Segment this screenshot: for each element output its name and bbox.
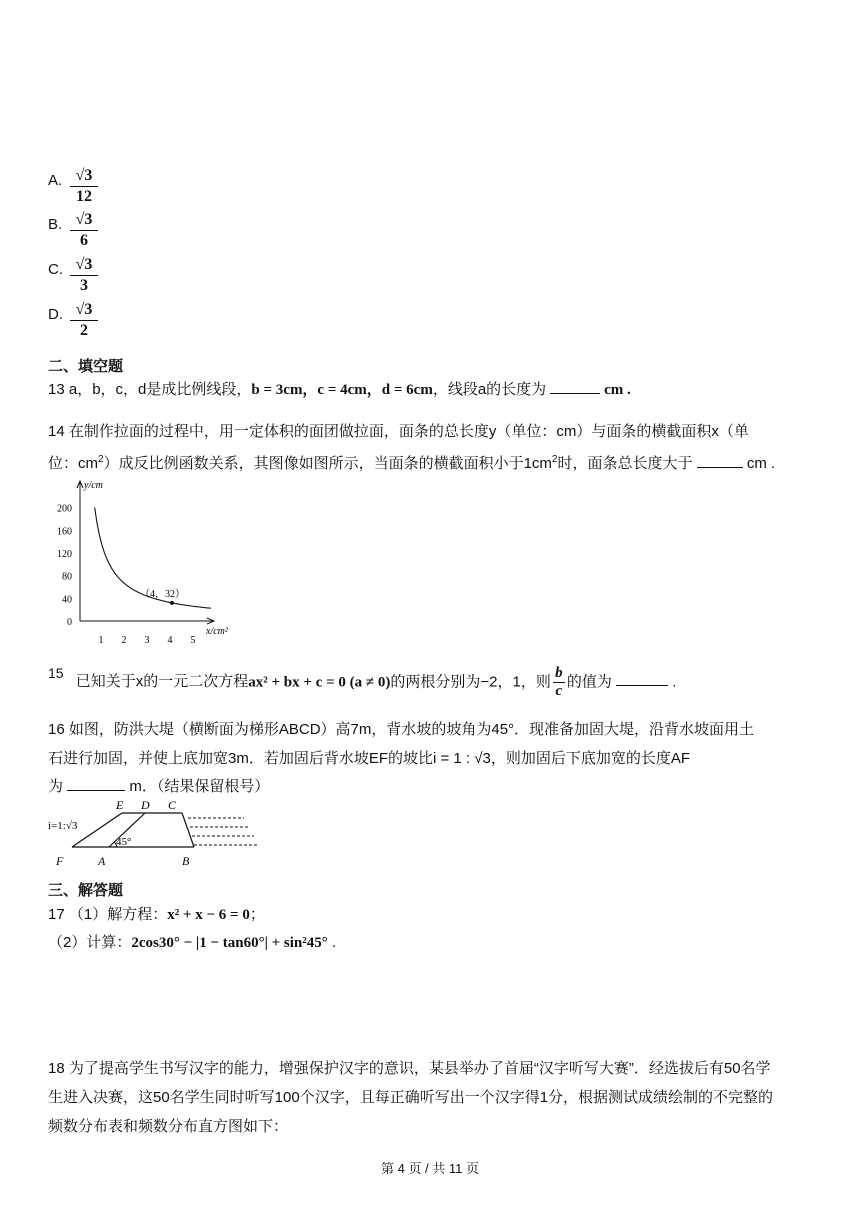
y-axis-label: y/cm [84,480,103,491]
option-b-den: 6 [80,232,88,249]
q15-pre: 已知关于x的一元二次方程 [75,673,249,691]
chart-layer [57,480,229,646]
y-tick-label: 160 [57,526,72,538]
question-18-line2: 生进入决赛，这50名学生同时听写100个汉字，且每正确听写出一个汉字得1分，根据测试成绩绘制的不完整的 [48,1089,774,1106]
point-label: （4，32） [140,588,185,600]
x-axis-label: x/cm² [206,626,228,637]
q15-blank[interactable] [616,673,668,686]
section-solve-heading: 三、解答题 [48,882,124,899]
q16-blank[interactable] [67,778,125,791]
q15-post: 的值为 [566,673,612,691]
question-16-line2: 石进行加固，并使上底加宽3m．若加固后背水坡EF的坡比i = 1 : √3，则加固后下底加宽的长度AF [48,750,691,767]
option-a-fraction [70,166,98,207]
y-tick-label: 0 [67,617,72,628]
x-tick-label: 2 [121,635,127,646]
q13-eq: b = 3cm，c = 4cm，d = 6cm [251,382,433,398]
q17-t1: 17 （1）解方程： [48,906,168,923]
question-15 [48,665,676,700]
question-13 [48,378,631,399]
option-a-den: 12 [76,188,92,205]
q13-unit: cm . [600,382,631,398]
q17-eq2: 2cos30° − |1 − tan60°| + sin²45° [131,935,328,951]
q15-end: . [668,673,677,691]
q14-sup2: 2 [551,454,558,465]
q15-num: 15 [48,665,64,682]
angle-label: 45° [116,836,132,848]
question-16-line1: 16 如图，防洪大堤（横断面为梯形ABCD）高7m，背水坡的坡角为45°．现准备加固大堤，沿背水坡面用土 [48,721,755,738]
q14-blank[interactable] [697,455,743,468]
q15-fraction [553,665,565,700]
option-b-num: √3 [70,210,98,231]
y-tick-label: 200 [57,503,72,515]
option-a-letter: A. [48,172,63,189]
dam-diagram [44,796,264,874]
q14-t3: 时，面条总长度大于 [557,455,693,472]
option-a-num: √3 [70,166,98,187]
point-4-32 [170,601,174,605]
option-d-letter: D. [48,306,63,323]
label-a: A [98,854,106,868]
question-18-line3: 频数分布表和频数分布直方图如下： [48,1118,289,1135]
label-c: C [168,798,177,812]
question-17-part2 [48,931,336,952]
inverse-function-chart [44,476,254,648]
option-c-letter: C. [48,261,63,278]
option-d-den: 2 [80,322,88,339]
page-footer: 第 4 页 / 共 11 页 [380,1161,479,1176]
x-tick-label: 1 [98,635,104,646]
label-f: F [56,854,64,868]
option-c-num: √3 [70,255,98,276]
q15-fnum: b [553,665,565,683]
question-14-line1: 14 在制作拉面的过程中，用一定体积的面团做拉面，面条的总长度y（单位：cm）与面条的横截面积x（单 [48,423,749,440]
option-b-letter: B. [48,216,63,233]
q13-pre: 13 a，b，c，d是成比例线段， [48,381,252,398]
question-14-line2 [48,452,775,473]
option-b-fraction [70,210,98,251]
q14-t1: 位：cm [48,455,98,472]
y-tick-label: 80 [62,571,72,583]
q13-blank[interactable] [550,381,600,394]
option-c-fraction [70,255,98,296]
q14-unit: cm . [742,455,776,472]
q16-t2: m．（结果保留根号） [129,778,270,795]
section-fill-blank-heading: 二、填空题 [48,358,124,375]
q17-t3: （2）计算： [48,934,132,951]
q17-t4: . [327,934,337,951]
q15-eq: ax² + bx + c = 0 (a ≠ 0) [248,674,391,691]
y-tick-label: 40 [62,594,72,606]
y-tick-label: 120 [57,548,72,560]
x-tick-label: 5 [190,635,196,646]
q14-t2: ）成反比例函数关系，其图像如图所示，当面条的横截面积小于1cm [103,455,552,472]
q16-t1: 为 [48,778,64,795]
slope-ratio-label: i=1:√3 [48,820,78,832]
label-b: B [182,854,190,868]
q17-t2: ； [249,906,265,923]
q14-sup1: 2 [98,454,104,465]
option-d-num: √3 [70,300,98,321]
option-d-fraction [70,300,98,341]
question-18-line1: 18 为了提高学生书写汉字的能力，增强保护汉字的意识，某县举办了首届“汉字听写大赛”．经选拔后有50名学 [48,1060,771,1077]
q13-post: ，线段a的长度为 [432,381,547,398]
water-lines [188,818,259,845]
x-tick-label: 3 [144,635,150,646]
x-tick-label: 4 [167,635,173,646]
q17-eq1: x² + x − 6 = 0 [167,907,250,923]
label-e: E [116,798,124,812]
label-d: D [141,798,150,812]
question-17-part1 [48,903,265,924]
q15-fden: c [555,683,563,699]
question-16-line3 [48,775,269,796]
q15-mid: 的两根分别为−2，1，则 [390,673,551,691]
option-c-den: 3 [80,277,88,294]
